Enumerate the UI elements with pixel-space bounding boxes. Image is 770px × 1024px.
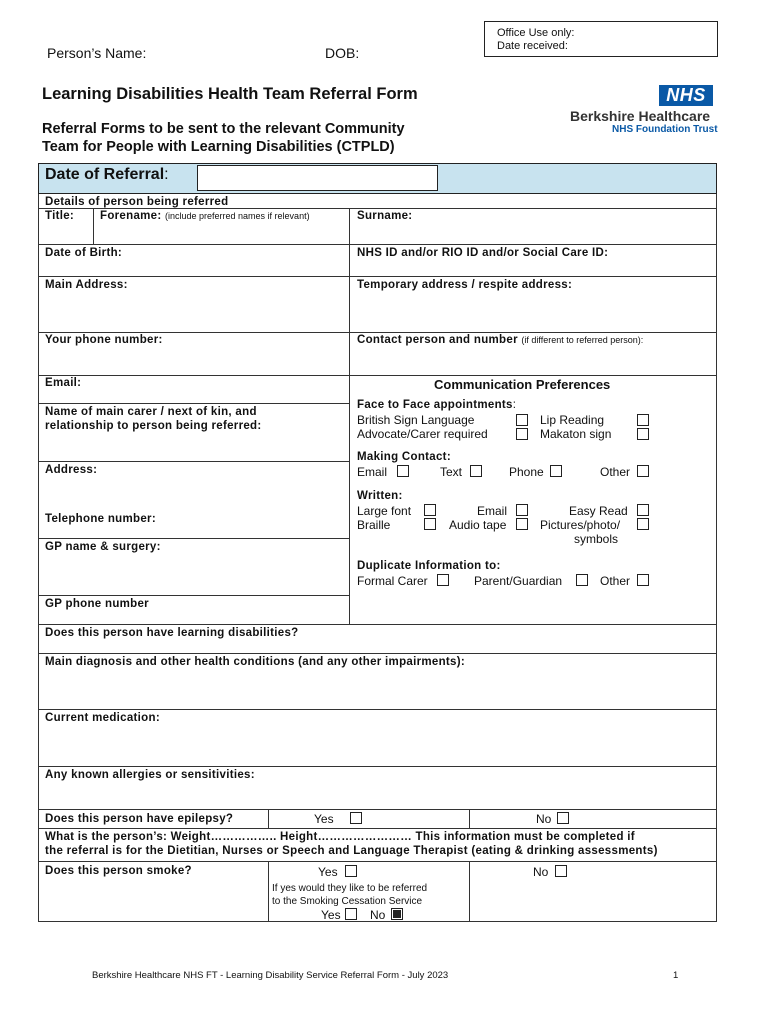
- lip-reading-checkbox[interactable]: [637, 414, 649, 426]
- makaton-checkbox[interactable]: [637, 428, 649, 440]
- table-left-border: [38, 194, 39, 921]
- face-to-face-label: Face to Face appointments:: [357, 399, 517, 411]
- cessation-line2: to the Smoking Cessation Service: [272, 896, 423, 907]
- large-font-checkbox[interactable]: [424, 504, 436, 516]
- rule: [38, 709, 717, 710]
- easy-read-checkbox[interactable]: [637, 504, 649, 516]
- table-right-border: [716, 194, 717, 921]
- audio-tape-label: Audio tape: [449, 518, 507, 532]
- weight-height-line1: What is the person’s: Weight…………….. Height…………………… This information must be completed if: [45, 831, 635, 843]
- advocate-label: Advocate/Carer required: [357, 427, 488, 441]
- office-use-box: [484, 21, 718, 57]
- rule: [38, 208, 717, 209]
- smoke-label: Does this person smoke?: [45, 865, 192, 877]
- lip-reading-label: Lip Reading: [540, 413, 605, 427]
- written-email-checkbox[interactable]: [516, 504, 528, 516]
- persons-name-label: Person’s Name:: [47, 45, 147, 61]
- communication-title: Communication Preferences: [434, 377, 611, 392]
- date-of-referral-label: Date of Referral:: [45, 166, 169, 183]
- contact-email-checkbox[interactable]: [397, 465, 409, 477]
- rule: [38, 861, 717, 862]
- forename-label: Forename: (include preferred names if relevant): [100, 210, 310, 222]
- date-received-label: Date received:: [497, 40, 568, 52]
- large-font-label: Large font: [357, 504, 412, 518]
- smoke-yes-checkbox[interactable]: [345, 865, 357, 877]
- symbols-label: symbols: [574, 532, 619, 546]
- rule: [38, 595, 349, 596]
- allergies-label: Any known allergies or sensitivities:: [45, 769, 255, 781]
- duplicate-other-label: Other: [600, 574, 631, 588]
- rule: [38, 244, 717, 245]
- cessation-no-checkbox[interactable]: [391, 908, 403, 920]
- rule: [38, 461, 349, 462]
- nhs-id-label: NHS ID and/or RIO ID and/or Social Care ID:: [357, 247, 609, 259]
- telephone-label: Telephone number:: [45, 513, 156, 525]
- rule: [38, 624, 717, 625]
- making-contact-label: Making Contact:: [357, 451, 451, 463]
- smoke-no-label: No: [533, 865, 549, 879]
- parent-guardian-label: Parent/Guardian: [474, 574, 563, 588]
- org-name: Berkshire Healthcare: [570, 108, 711, 124]
- contact-person-label: Contact person and number (if different to referred person):: [357, 334, 644, 346]
- title-label: Title:: [45, 210, 75, 222]
- cessation-line1: If yes would they like to be referred: [272, 883, 428, 894]
- weight-height-line2: the referral is for the Dietitian, Nurses or Speech and Language Therapist (eating & drinking assessments): [45, 845, 658, 857]
- rule: [38, 809, 717, 810]
- contact-other-label: Other: [600, 465, 631, 479]
- contact-text-checkbox[interactable]: [470, 465, 482, 477]
- pictures-label: Pictures/photo/: [540, 518, 621, 532]
- contact-phone-checkbox[interactable]: [550, 465, 562, 477]
- pictures-checkbox[interactable]: [637, 518, 649, 530]
- written-email-label: Email: [477, 504, 508, 518]
- rule: [38, 375, 717, 376]
- footer-text: Berkshire Healthcare NHS FT - Learning Disability Service Referral Form - July 2023: [92, 970, 449, 981]
- rule: [349, 208, 350, 624]
- epilepsy-yes-label: Yes: [314, 812, 334, 826]
- form-subtitle-line2: Team for People with Learning Disabilities (CTPLD): [42, 139, 395, 155]
- nhs-logo: NHS: [659, 85, 713, 106]
- details-header: Details of person being referred: [45, 196, 229, 208]
- carer-label-line2: relationship to person being referred:: [45, 420, 262, 432]
- org-subname: NHS Foundation Trust: [612, 124, 718, 135]
- rule: [38, 332, 717, 333]
- formal-carer-checkbox[interactable]: [437, 574, 449, 586]
- gp-name-label: GP name & surgery:: [45, 541, 161, 553]
- page-number: 1: [673, 970, 679, 981]
- duplicate-label: Duplicate Information to:: [357, 560, 501, 572]
- surname-label: Surname:: [357, 210, 413, 222]
- contact-text-label: Text: [440, 465, 463, 479]
- gp-phone-label: GP phone number: [45, 598, 149, 610]
- rule: [38, 538, 349, 539]
- duplicate-other-checkbox[interactable]: [637, 574, 649, 586]
- address-label: Address:: [45, 464, 98, 476]
- form-title: Learning Disabilities Health Team Referral Form: [42, 85, 418, 103]
- audio-tape-checkbox[interactable]: [516, 518, 528, 530]
- smoke-yes-label: Yes: [318, 865, 338, 879]
- bsl-checkbox[interactable]: [516, 414, 528, 426]
- temp-address-label: Temporary address / respite address:: [357, 279, 573, 291]
- rule: [469, 809, 470, 828]
- phone-label: Your phone number:: [45, 334, 163, 346]
- medication-label: Current medication:: [45, 712, 160, 724]
- email-label: Email:: [45, 377, 82, 389]
- contact-email-label: Email: [357, 465, 388, 479]
- cessation-no-label: No: [370, 908, 386, 922]
- makaton-label: Makaton sign: [540, 427, 612, 441]
- braille-label: Braille: [357, 518, 391, 532]
- epilepsy-yes-checkbox[interactable]: [350, 812, 362, 824]
- written-label: Written:: [357, 490, 403, 502]
- office-use-label: Office Use only:: [497, 27, 575, 39]
- cessation-yes-checkbox[interactable]: [345, 908, 357, 920]
- rule: [38, 403, 349, 404]
- form-subtitle-line1: Referral Forms to be sent to the relevant Community: [42, 121, 405, 137]
- contact-other-checkbox[interactable]: [637, 465, 649, 477]
- rule: [268, 809, 269, 828]
- rule: [38, 276, 717, 277]
- rule: [38, 828, 717, 829]
- carer-label-line1: Name of main carer / next of kin, and: [45, 406, 257, 418]
- contact-phone-label: Phone: [509, 465, 544, 479]
- rule: [93, 208, 94, 244]
- easy-read-label: Easy Read: [569, 504, 628, 518]
- advocate-checkbox[interactable]: [516, 428, 528, 440]
- rule: [38, 766, 717, 767]
- dob-label: Date of Birth:: [45, 247, 123, 259]
- dob-header-label: DOB:: [325, 45, 360, 61]
- bsl-label: British Sign Language: [357, 413, 475, 427]
- cessation-yes-label: Yes: [321, 908, 341, 922]
- date-of-referral-input[interactable]: [197, 165, 438, 191]
- epilepsy-label: Does this person have epilepsy?: [45, 813, 234, 825]
- rule: [268, 861, 269, 921]
- main-address-label: Main Address:: [45, 279, 128, 291]
- smoke-no-checkbox[interactable]: [555, 865, 567, 877]
- epilepsy-no-label: No: [536, 812, 552, 826]
- main-diagnosis-label: Main diagnosis and other health conditions (and any other impairments):: [45, 656, 466, 668]
- formal-carer-label: Formal Carer: [357, 574, 428, 588]
- epilepsy-no-checkbox[interactable]: [557, 812, 569, 824]
- rule: [469, 861, 470, 921]
- parent-guardian-checkbox[interactable]: [576, 574, 588, 586]
- braille-checkbox[interactable]: [424, 518, 436, 530]
- rule: [38, 653, 717, 654]
- learning-disabilities-label: Does this person have learning disabilities?: [45, 627, 299, 639]
